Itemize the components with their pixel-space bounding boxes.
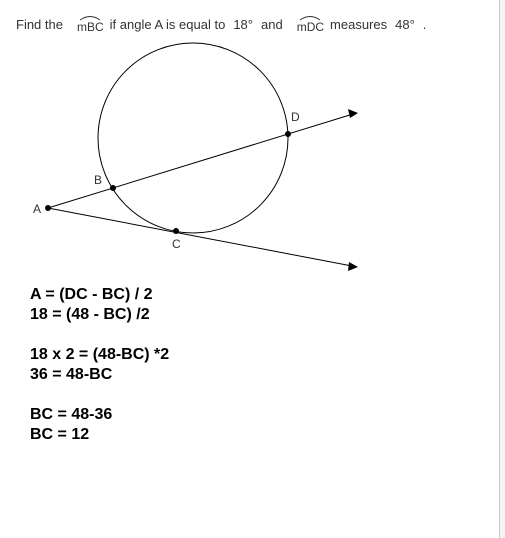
solution-line: 18 = (48 - BC) /2	[30, 306, 150, 323]
point-b-dot	[110, 185, 116, 191]
arc1-prefix: m	[76, 20, 87, 34]
arrowhead-icon	[348, 262, 358, 271]
prompt-find-text: Find the	[16, 16, 63, 32]
label-d: D	[291, 110, 300, 124]
solution-line: 36 = 48-BC	[30, 366, 113, 383]
point-c-dot	[173, 228, 179, 234]
tangent-line-ac	[48, 208, 352, 266]
point-d-dot	[285, 131, 291, 137]
prompt-end-text: .	[422, 16, 427, 32]
solution-blank-line	[30, 385, 169, 405]
solution-blank-line	[30, 325, 169, 345]
circle	[98, 43, 288, 233]
solution-line: 18 x 2 = (48-BC) *2	[30, 346, 170, 363]
solution-line: A = (DC - BC) / 2	[30, 286, 153, 303]
arrowhead-icon	[348, 109, 358, 118]
prompt-measures-text: measures	[330, 16, 388, 32]
label-a: A	[33, 202, 42, 216]
solution-line: BC = 12	[30, 426, 90, 443]
arc2-value: 48°	[395, 16, 415, 32]
label-b: B	[94, 173, 103, 187]
arc2-prefix: m	[296, 20, 307, 34]
prompt-and-text: and	[260, 16, 283, 32]
angle-value: 18°	[233, 16, 253, 32]
secant-line-abd	[48, 114, 353, 208]
arc1-label: BC	[86, 20, 104, 34]
label-c: C	[172, 237, 181, 251]
solution-line: BC = 48-36	[30, 406, 113, 423]
prompt-middle-text: if angle A is equal to	[109, 16, 226, 32]
point-a-dot	[45, 205, 51, 211]
arc2-label: DC	[306, 20, 325, 34]
handwritten-solution	[30, 285, 169, 445]
